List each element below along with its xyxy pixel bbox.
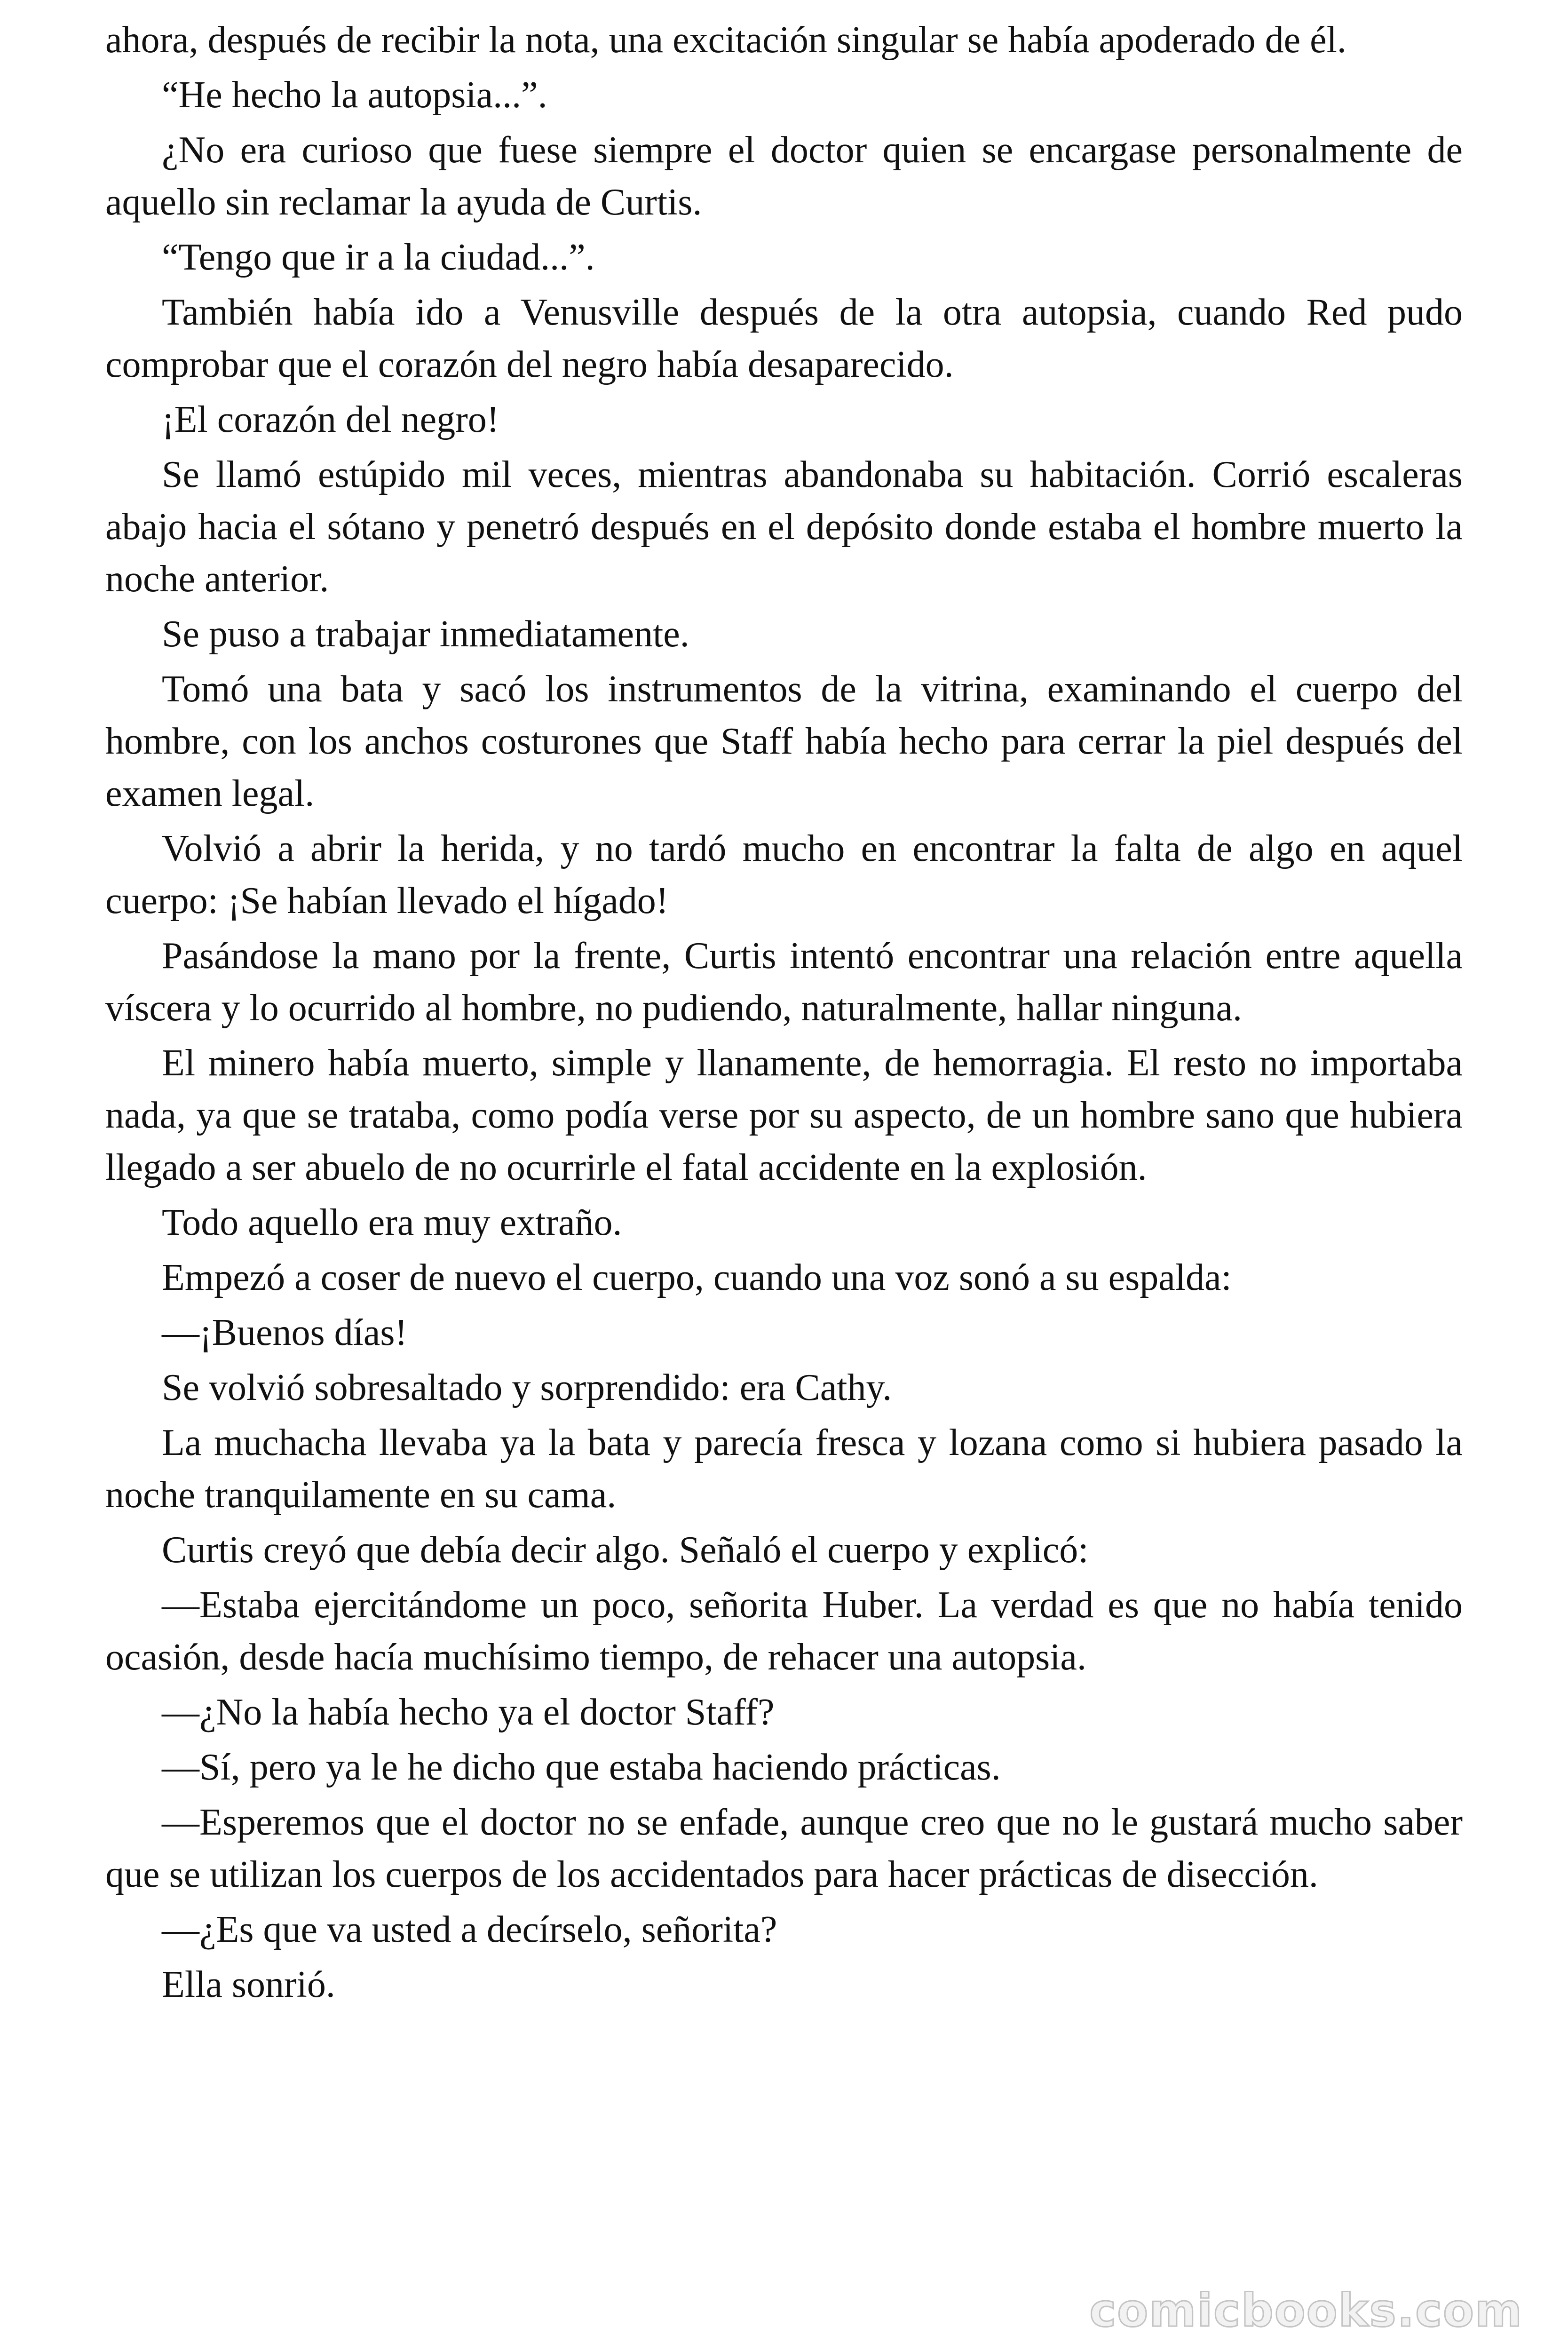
paragraph: Se puso a trabajar inmediatamente.	[162, 613, 689, 655]
watermark: comicbooks.com	[1089, 2284, 1523, 2337]
paragraph: Empezó a coser de nuevo el cuerpo, cuando una voz sonó a su espalda:	[162, 1257, 1232, 1298]
body-text	[105, 14, 1463, 2014]
paragraph: Volvió a abrir la herida, y no tardó mucho en encontrar la falta de algo en aquel cuerpo: ¡Se habían llevado el hígado!	[105, 828, 1463, 922]
paragraph: —¿No la había hecho ya el doctor Staff?	[162, 1692, 775, 1733]
paragraph: El minero había muerto, simple y llanamente, de hemorragia. El resto no importaba nada, ya que se trataba, como podía verse por su aspecto, de un hombre sano que hubiera llegado a ser abuelo de no ocurrirle el fatal accidente en la explosión.	[105, 1042, 1463, 1188]
paragraph: ¿No era curioso que fuese siempre el doctor quien se encargase personalmente de aquello sin reclamar la ayuda de Curtis.	[105, 129, 1463, 223]
paragraph: Pasándose la mano por la frente, Curtis intentó encontrar una relación entre aquella víscera y lo ocurrido al hombre, no pudiendo, naturalmente, hallar ninguna.	[105, 935, 1463, 1029]
paragraph: ¡El corazón del negro!	[162, 399, 499, 440]
paragraph: —¡Buenos días!	[162, 1312, 408, 1353]
paragraph: Curtis creyó que debía decir algo. Señaló el cuerpo y explicó:	[162, 1529, 1089, 1571]
paragraph: Todo aquello era muy extraño.	[162, 1202, 622, 1243]
paragraph: —¿Es que va usted a decírselo, señorita?	[162, 1909, 777, 1950]
paragraph: También había ido a Venusville después de la otra autopsia, cuando Red pudo comprobar que el corazón del negro había desaparecido.	[105, 292, 1463, 385]
paragraph: Se llamó estúpido mil veces, mientras abandonaba su habitación. Corrió escaleras abajo hacia el sótano y penetró después en el depósito donde estaba el hombre muerto la noche anterior.	[105, 454, 1463, 600]
paragraph: —Sí, pero ya le he dicho que estaba haciendo prácticas.	[162, 1747, 1001, 1788]
paragraph: La muchacha llevaba ya la bata y parecía fresca y lozana como si hubiera pasado la noche tranquilamente en su cama.	[105, 1422, 1463, 1516]
paragraph: “Tengo que ir a la ciudad...”.	[162, 237, 595, 278]
paragraph: Se volvió sobresaltado y sorprendido: era Cathy.	[162, 1367, 892, 1408]
paragraph: —Estaba ejercitándome un poco, señorita Huber. La verdad es que no había tenido ocasión, desde hacía muchísimo tiempo, de rehacer una autopsia.	[105, 1584, 1463, 1678]
paragraph: Ella sonrió.	[162, 1964, 335, 2005]
paragraph: —Esperemos que el doctor no se enfade, aunque creo que no le gustará mucho saber que se utilizan los cuerpos de los accidentados para hacer prácticas de disección.	[105, 1802, 1463, 1895]
paragraph: ahora, después de recibir la nota, una excitación singular se había apoderado de él.	[105, 19, 1346, 61]
paragraph: “He hecho la autopsia...”.	[162, 74, 547, 116]
paragraph: Tomó una bata y sacó los instrumentos de la vitrina, examinando el cuerpo del hombre, con los anchos costurones que Staff había hecho para cerrar la piel después del examen legal.	[105, 668, 1463, 814]
